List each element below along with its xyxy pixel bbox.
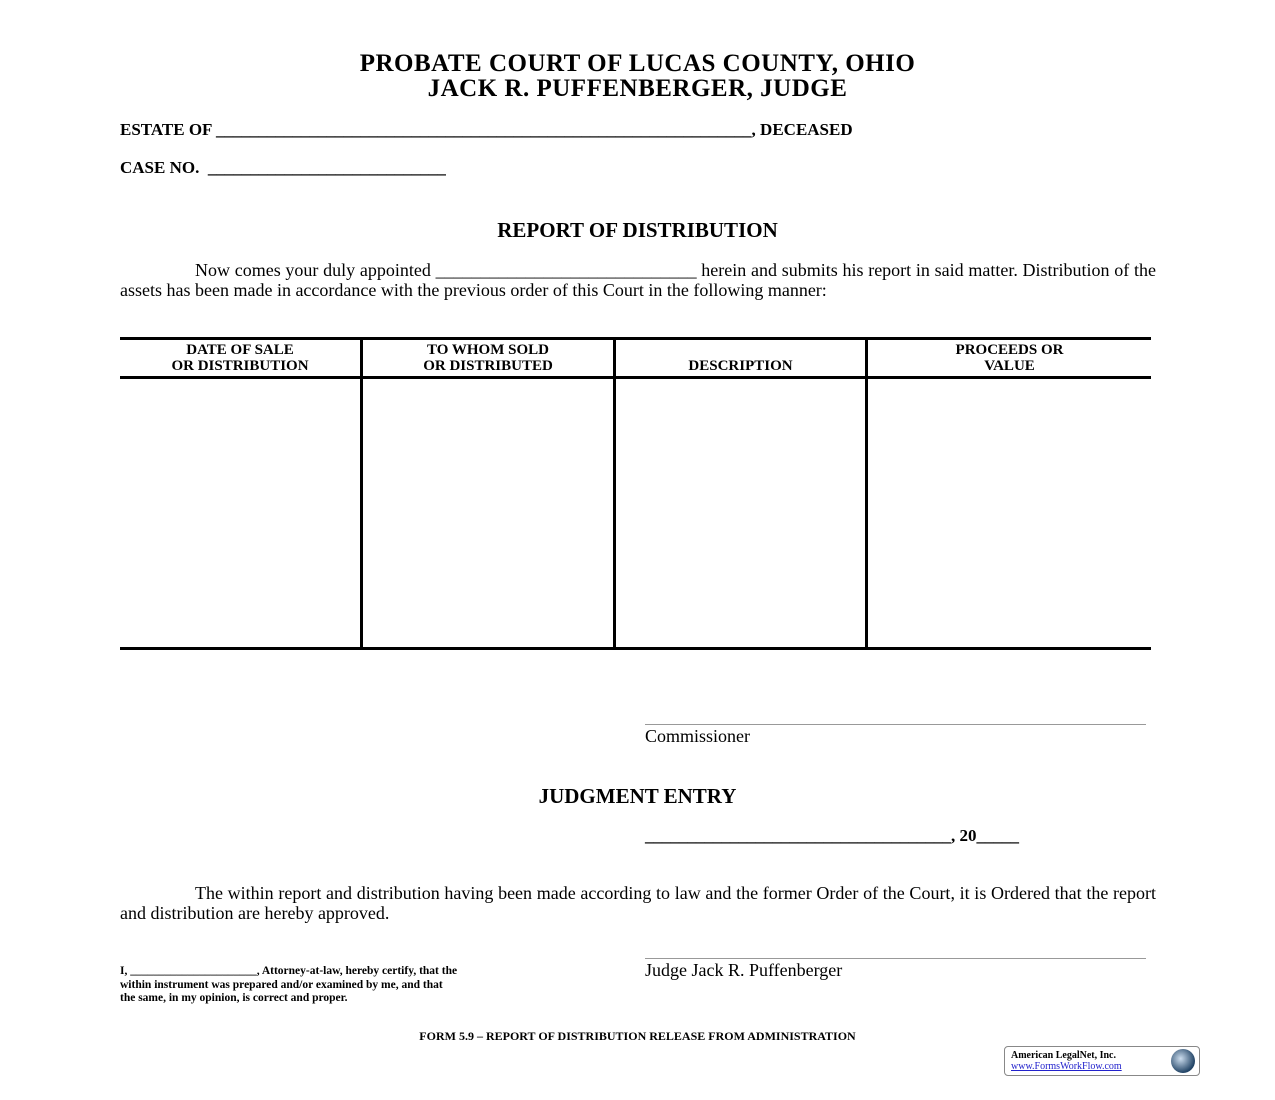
order-paragraph: The within report and distribution having been made according to law and the former Order of the Court, it is Ordered that the report and distribution are hereby approved. bbox=[120, 883, 1156, 923]
commissioner-label: Commissioner bbox=[645, 726, 751, 746]
estate-blank[interactable]: _______________________________________________________________ bbox=[216, 120, 752, 139]
globe-icon bbox=[1171, 1049, 1195, 1073]
case-label: CASE NO. bbox=[120, 158, 200, 177]
judge-signature-label: Judge Jack R. Puffenberger bbox=[645, 960, 843, 980]
logo-company: American LegalNet, Inc. bbox=[1011, 1050, 1116, 1061]
header-proceeds: PROCEEDS OR VALUE bbox=[955, 342, 1064, 374]
case-blank[interactable]: ____________________________ bbox=[207, 158, 446, 177]
commissioner-signature-line[interactable] bbox=[645, 724, 1146, 725]
estate-line bbox=[120, 120, 853, 140]
form-footer: FORM 5.9 – REPORT OF DISTRIBUTION RELEASE FROM ADMINISTRATION bbox=[419, 1029, 856, 1043]
judgment-title: JUDGMENT ENTRY bbox=[538, 784, 737, 808]
judge-title: JACK R. PUFFENBERGER, JUDGE bbox=[427, 75, 848, 102]
judge-signature-line[interactable] bbox=[645, 958, 1146, 959]
header-description: DESCRIPTION bbox=[688, 358, 793, 374]
intro-paragraph: Now comes your duly appointed _____________________________ herein and submits his report in said matter. Distribution of the assets has been made in accordance with the previous order of this Court in the following manner: bbox=[120, 260, 1156, 300]
deceased-label: , DECEASED bbox=[751, 120, 853, 139]
report-title: REPORT OF DISTRIBUTION bbox=[497, 218, 778, 242]
case-line bbox=[120, 158, 446, 178]
logo-url-link[interactable]: www.FormsWorkFlow.com bbox=[1011, 1061, 1122, 1072]
date-line[interactable]: ____________________________________, 20_____ bbox=[645, 826, 1019, 845]
header-date: DATE OF SALE OR DISTRIBUTION bbox=[171, 342, 309, 374]
attorney-certification: I, ______________________, Attorney-at-law, hereby certify, that the within instrument was prepared and/or examined by me, and that the same, in my opinion, is correct and proper. bbox=[120, 965, 458, 1004]
estate-label: ESTATE OF bbox=[120, 120, 212, 139]
header-to-whom: TO WHOM SOLD OR DISTRIBUTED bbox=[423, 342, 553, 374]
court-title: PROBATE COURT OF LUCAS COUNTY, OHIO bbox=[359, 50, 916, 77]
legalnet-logo bbox=[1004, 1046, 1200, 1076]
